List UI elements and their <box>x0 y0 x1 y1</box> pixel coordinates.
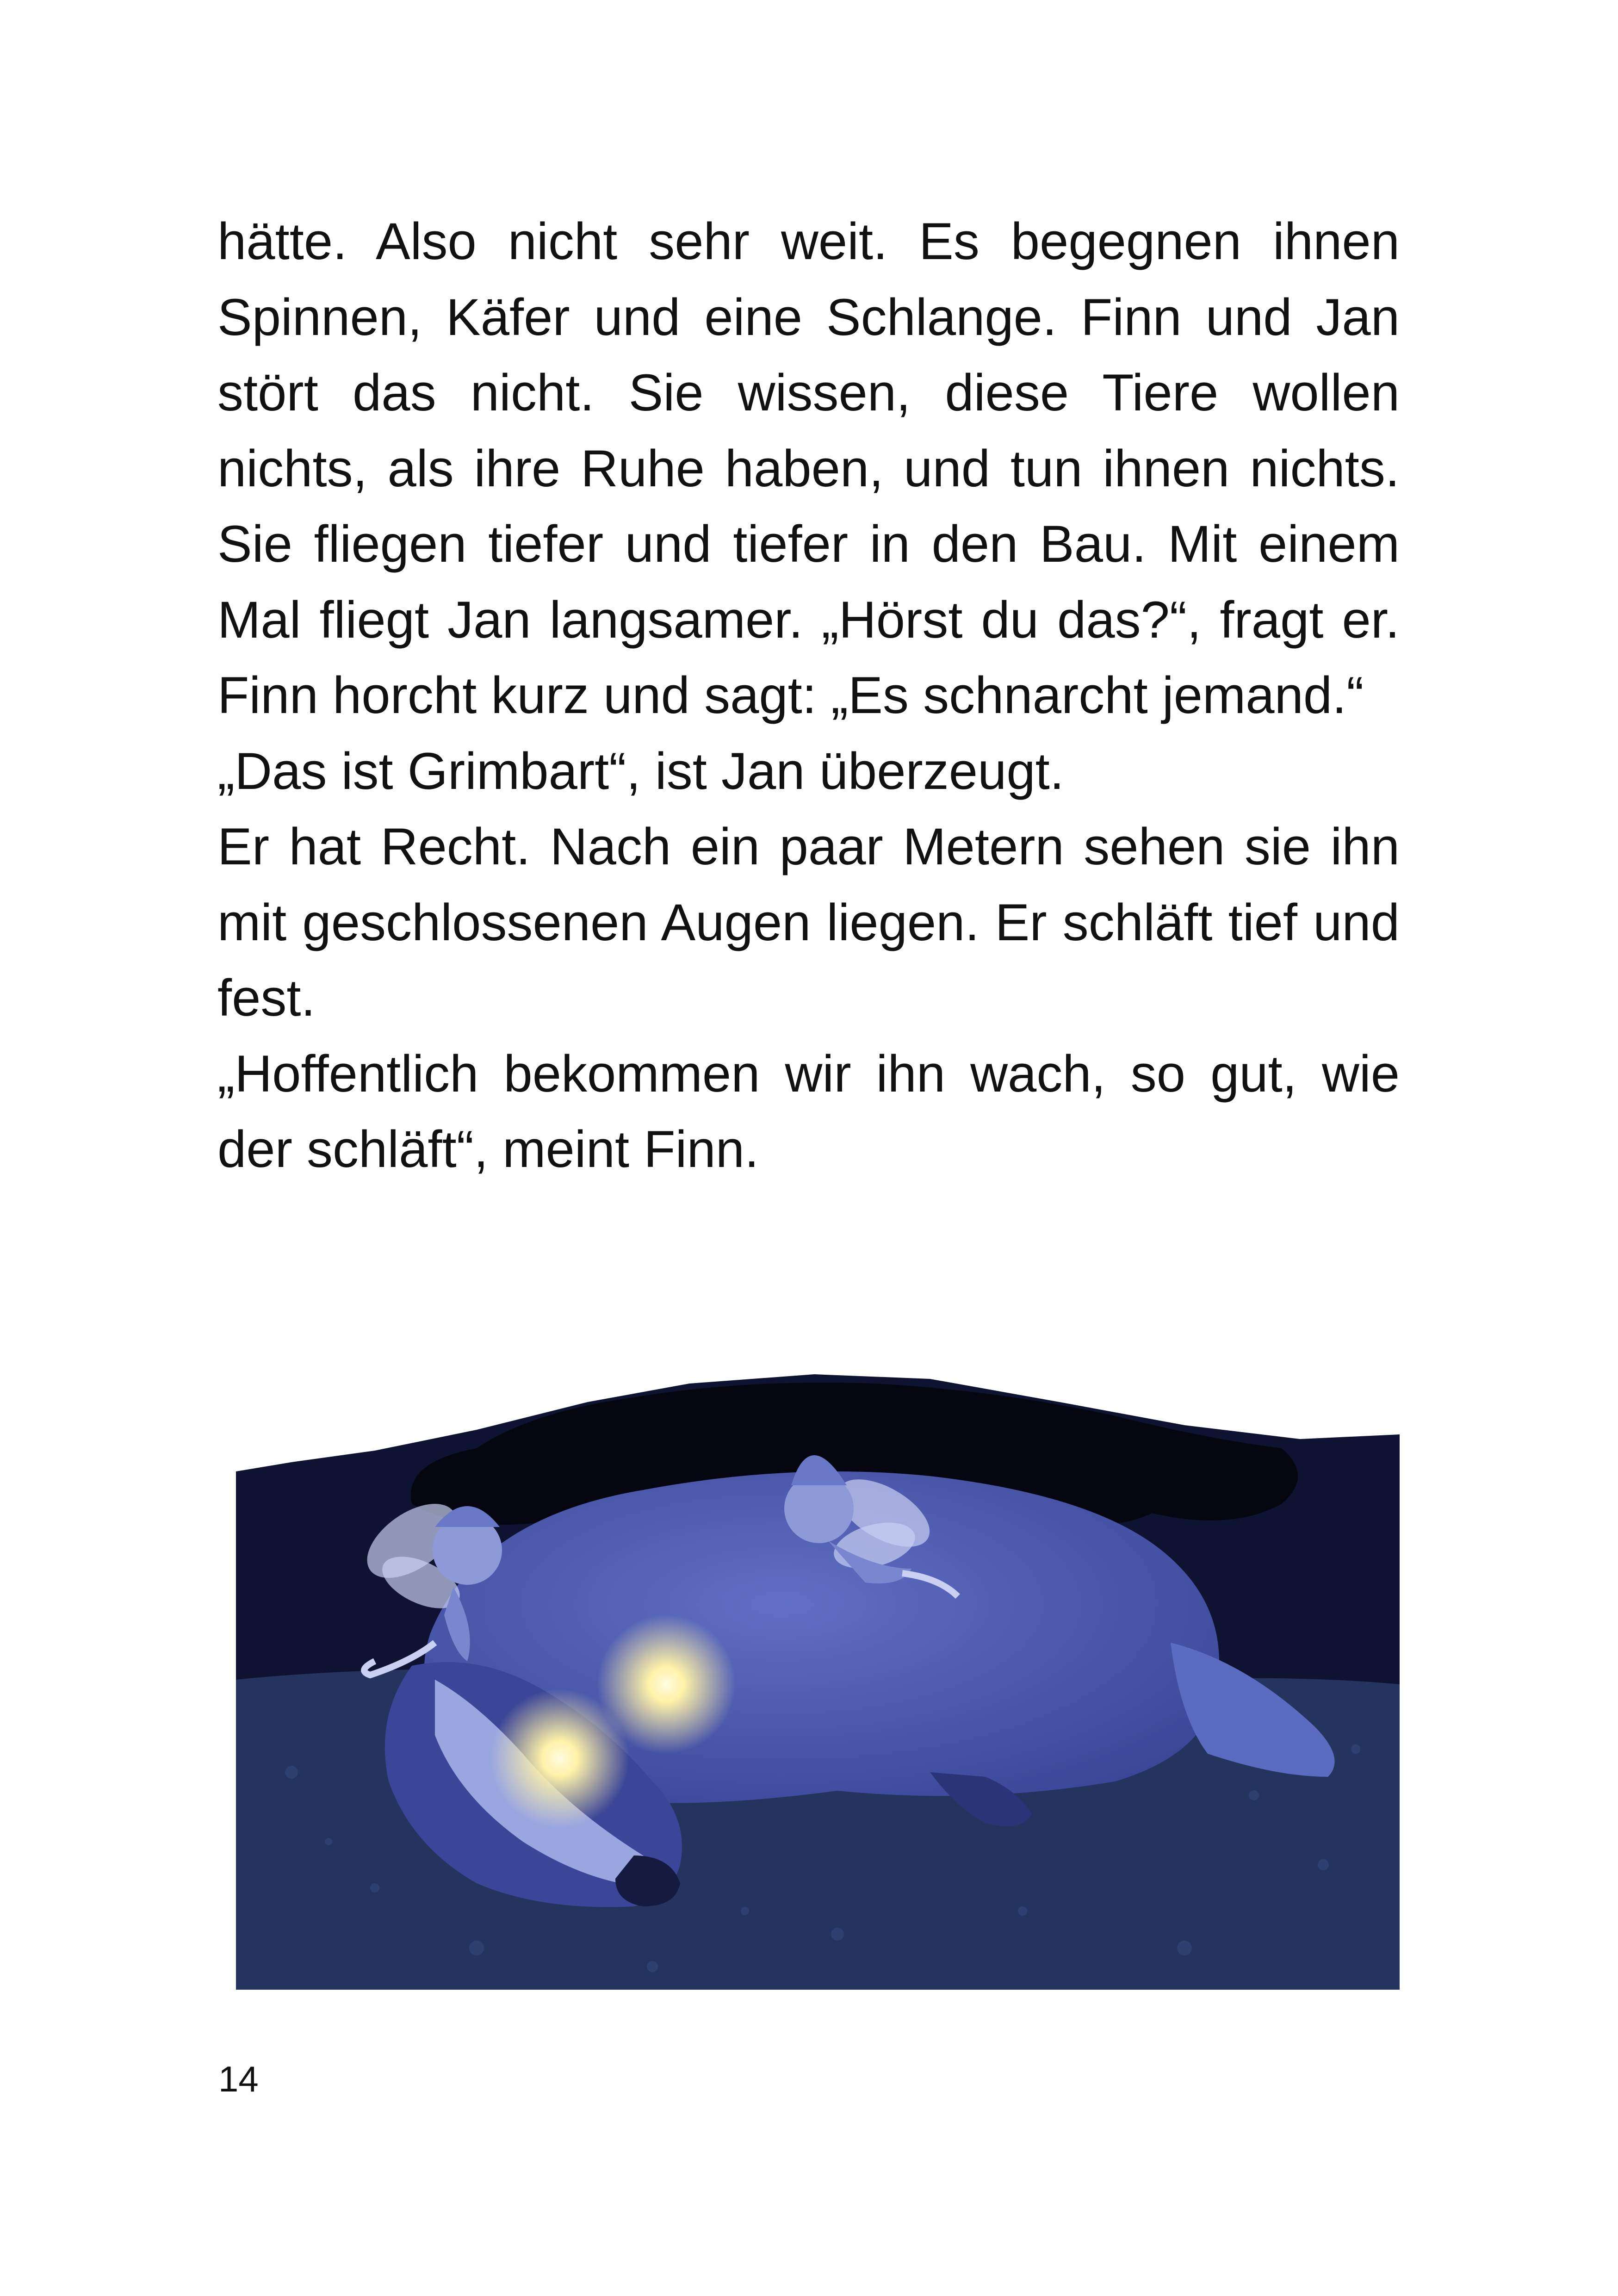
paragraph-2: „Das ist Grimbart“, ist Jan überzeugt. <box>217 742 1064 800</box>
illustration <box>236 1309 1400 1990</box>
page-number: 14 <box>218 2059 259 2099</box>
glow-light-right <box>597 1615 736 1754</box>
paragraph-1: hätte. Also nicht sehr weit. Es begegnen ihnen Spinnen, Käfer und eine Schlange. Finn und Jan stört das nicht. Sie wissen, diese Tiere wollen nichts, als ihre Ruhe haben, und tun ihnen nichts. Sie fliegen tiefer und tiefer in den Bau. Mit einem Mal fliegt Jan langsamer. „Hörst du das?“, fragt er. Finn horcht kurz und sagt: „Es schnarcht jemand.“ <box>217 212 1400 724</box>
paragraph-4: „Hoffentlich bekommen wir ihn wach, so gut, wie der schläft“, meint Finn. <box>217 1044 1400 1178</box>
story-text <box>217 204 1400 1187</box>
paragraph-3: Er hat Recht. Nach ein paar Metern sehen sie ihn mit geschlossenen Augen liegen. Er schläft tief und fest. <box>217 818 1400 1027</box>
